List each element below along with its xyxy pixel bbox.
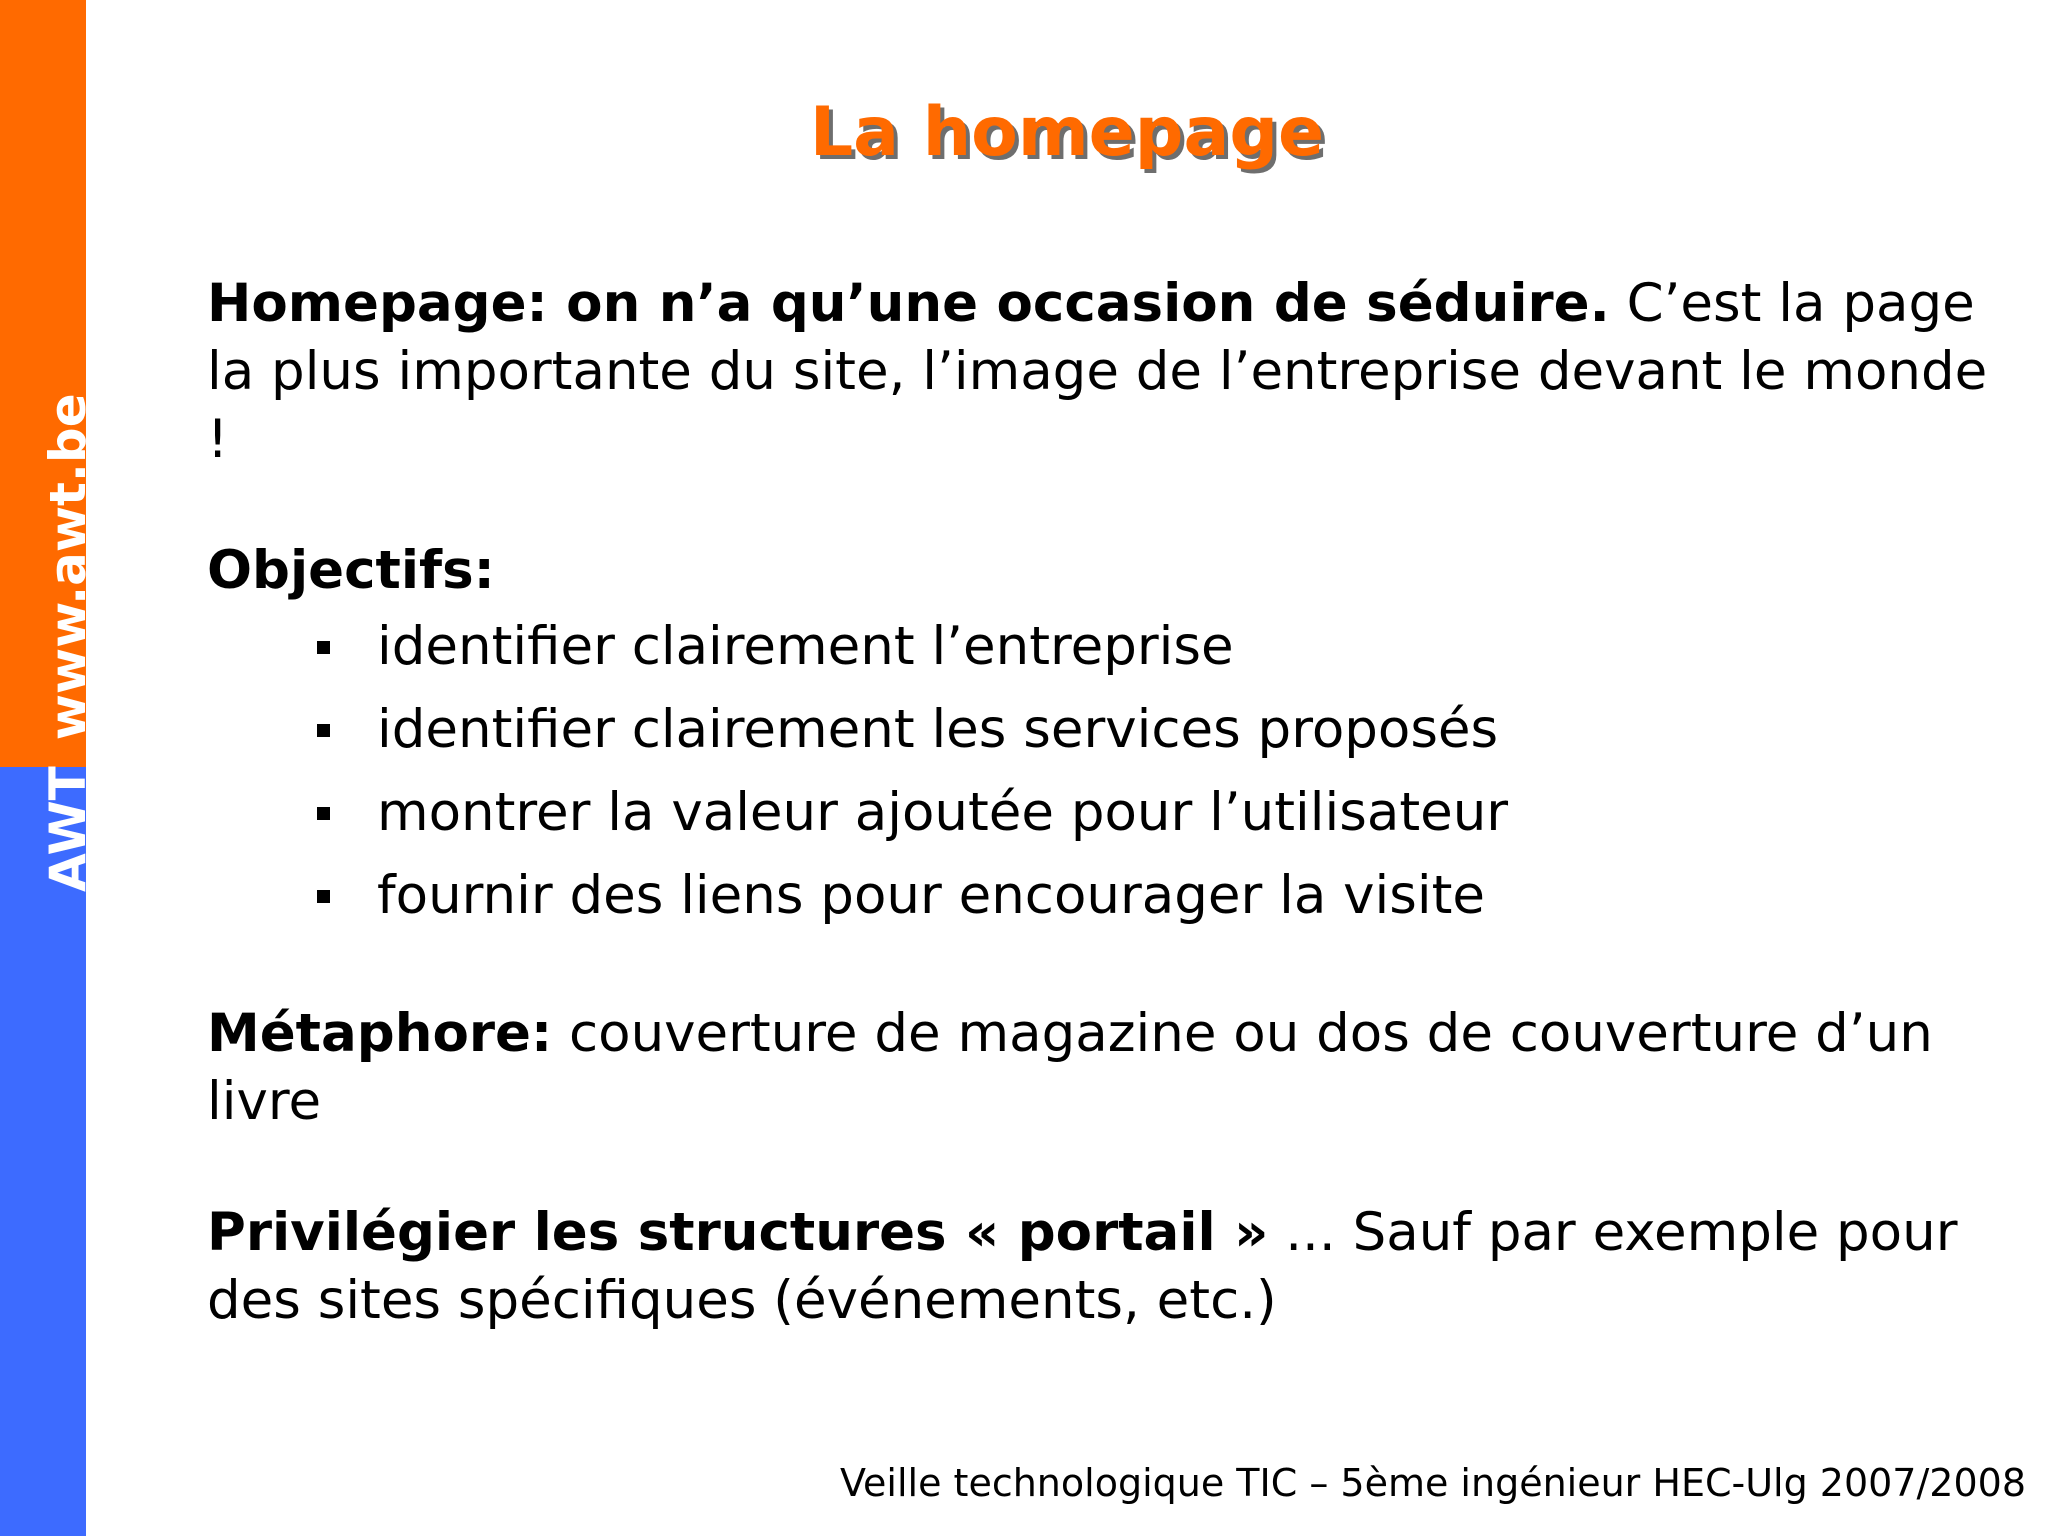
list-item: identifier clairement l’entreprise <box>207 605 2007 688</box>
intro-text: C’est la page la plus importante du site, l’image de l’entreprise devant le monde ! <box>207 273 1988 470</box>
metaphor-paragraph <box>207 1000 2007 1136</box>
square-bullet-icon <box>317 724 330 737</box>
slide-title: La homepage <box>809 93 1325 172</box>
portal-paragraph <box>207 1199 2007 1335</box>
sidebar-url: www.awt.be <box>39 393 97 741</box>
list-item: fournir des liens pour encourager la visite <box>207 854 2007 937</box>
intro-bold: Homepage: on n’a qu’une occasion de séduire. <box>207 273 1610 334</box>
footer: Veille technologique TIC – 5ème ingénieur HEC-Ulg 2007/2008 <box>840 1461 2026 1505</box>
portal-bold: Privilégier les structures « portail » <box>207 1202 1269 1263</box>
list-item: identifier clairement les services proposés <box>207 688 2007 771</box>
intro-paragraph <box>207 270 2007 474</box>
sidebar-vertical-text <box>39 393 97 892</box>
sidebar <box>0 0 97 1536</box>
metaphor-text: couverture de magazine ou dos de couverture d’un livre <box>207 1003 1933 1132</box>
square-bullet-icon <box>317 890 330 903</box>
list-item: montrer la valeur ajoutée pour l’utilisateur <box>207 771 2007 854</box>
objectives-list <box>207 605 2007 937</box>
square-bullet-icon <box>317 807 330 820</box>
objectives-heading: Objectifs: <box>207 540 495 601</box>
metaphor-bold: Métaphore: <box>207 1003 553 1064</box>
sidebar-brand: AWT <box>39 766 97 892</box>
square-bullet-icon <box>317 641 330 654</box>
portal-text: ... Sauf par exemple pour des sites spécifiques (événements, etc.) <box>207 1202 1958 1331</box>
slide-content <box>207 270 2007 1335</box>
